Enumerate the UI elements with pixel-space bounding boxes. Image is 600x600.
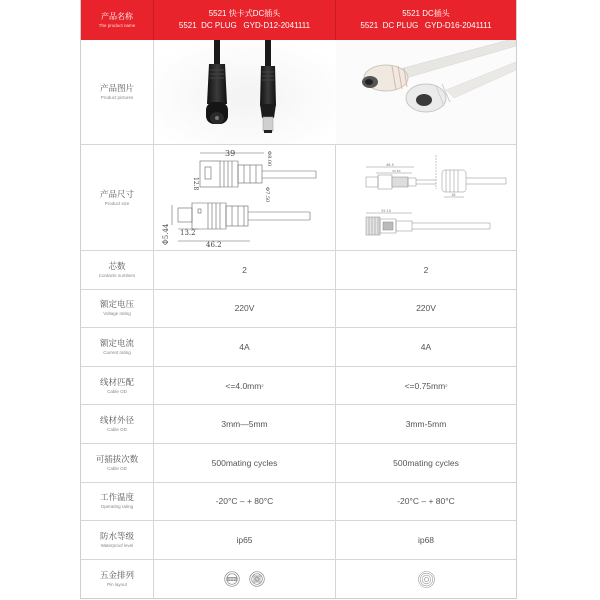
superscript: 2	[261, 383, 264, 389]
spec-value-product-1: ip65	[154, 521, 336, 559]
table-header-row	[81, 0, 516, 40]
spec-label-cell	[81, 251, 154, 289]
product-2-name: 5521 DC插头	[402, 9, 450, 18]
spec-label-cn: 五金排列	[99, 570, 134, 581]
male-pin-layout-icon	[249, 571, 265, 587]
spec-label-cell	[81, 521, 154, 559]
svg-text:39: 39	[224, 149, 235, 158]
spec-value-product-2: 500mating cycles	[393, 457, 459, 468]
pin-layout-product-1	[154, 560, 336, 599]
product-2-model: 5521 DC PLUG GYD-D16-2041111	[360, 21, 492, 30]
product-1-dimension-drawing	[154, 145, 336, 250]
spec-label-cell	[81, 483, 154, 521]
svg-text:Φ7.50: Φ7.50	[263, 187, 270, 203]
product-1-photo	[154, 40, 336, 144]
spec-label-cell	[81, 367, 154, 405]
spec-label-cell	[81, 560, 154, 599]
spec-value-product-2: 4A	[420, 341, 432, 352]
spec-row-waterproof	[81, 521, 516, 560]
dimension-drawing-1-icon	[154, 145, 336, 250]
transparent-dc-plug-photo-icon	[336, 40, 516, 144]
spec-label-en: Contacts numbers	[98, 272, 136, 278]
spec-row-cable-od	[81, 405, 516, 444]
picture-row	[81, 40, 516, 145]
svg-text:48.5: 48.5	[386, 163, 394, 167]
spec-label-cn: 额定电流	[99, 337, 134, 348]
header-label-en: The product name	[98, 23, 136, 28]
picture-label-cell	[81, 40, 154, 144]
svg-text:46.2: 46.2	[205, 241, 222, 249]
spec-value-product-2: 220V	[416, 303, 436, 314]
spec-label-en: Current rating	[103, 349, 131, 355]
header-label-cell	[81, 0, 154, 40]
product-2-dimension-drawing	[336, 145, 516, 250]
spec-label-en: Operating rating	[100, 504, 134, 510]
product-2-name-cell	[336, 0, 516, 40]
spec-value-product-2: ip68	[417, 534, 435, 545]
round-pin-layout-icon	[418, 571, 435, 588]
spec-value-product-1: -20°C – + 80°C	[154, 483, 336, 521]
spec-label-cell	[81, 328, 154, 366]
header-label-cn: 产品名称	[101, 12, 133, 21]
product-1-name-cell	[154, 0, 336, 40]
spec-table	[80, 0, 517, 599]
product-1-name: 5521 快卡式DC插头	[208, 9, 281, 18]
svg-text:Φ5.44: Φ5.44	[161, 223, 170, 245]
pin-layout-product-2	[336, 560, 516, 599]
spec-row-current	[81, 328, 516, 367]
spec-label-cn: 工作温度	[99, 492, 134, 503]
product-1-model: 5521 DC PLUG GYD-D12-2041111	[178, 21, 311, 30]
spec-value-text: <=0.75mm	[404, 380, 446, 391]
size-label-en: Product size	[104, 200, 130, 206]
spec-value-product-2: 3mm-5mm	[405, 419, 447, 430]
picture-label-cn: 产品图片	[99, 83, 134, 93]
spec-label-en: Cable OD	[107, 427, 127, 433]
spec-label-en: Pin layout	[107, 582, 127, 588]
spec-label-en: Cable OD	[107, 465, 127, 471]
spec-row-temperature	[81, 483, 516, 522]
spec-row-mating-cycles	[81, 444, 516, 483]
spec-value-product-2: -20°C – + 80°C	[397, 496, 455, 507]
svg-text:35.10: 35.10	[381, 209, 392, 213]
spec-value-product-2	[336, 367, 516, 405]
spec-row-pin-layout	[81, 560, 516, 599]
spec-value-product-1: 500mating cycles	[154, 444, 336, 482]
spec-label-cn: 额定电压	[99, 299, 134, 310]
spec-value-text: <=4.0mm	[225, 380, 262, 391]
spec-value-product-1	[154, 367, 336, 405]
female-pin-layout-icon	[224, 571, 240, 587]
spec-label-cell	[81, 444, 154, 482]
spec-label-cn: 芯数	[108, 260, 126, 271]
product-2-photo	[336, 40, 516, 144]
spec-row-voltage	[81, 290, 516, 329]
spec-label-cn: 可插拔次数	[95, 453, 139, 464]
spec-label-en: Voltage rating	[103, 311, 131, 317]
svg-text:12.8: 12.8	[191, 177, 199, 191]
superscript: 2	[445, 383, 448, 389]
spec-label-cell	[81, 405, 154, 443]
spec-label-cn: 防水等级	[99, 530, 134, 541]
spec-label-cn: 线材外径	[99, 415, 134, 426]
size-label-cell	[81, 145, 154, 250]
svg-text:13.2: 13.2	[179, 229, 196, 237]
spec-label-en: Waterproof level	[100, 542, 134, 548]
spec-label-cell	[81, 290, 154, 328]
spec-label-cn: 线材匹配	[99, 376, 134, 387]
svg-text:30.63: 30.63	[392, 169, 401, 173]
spec-value-product-2: 2	[423, 264, 429, 275]
size-row	[81, 145, 516, 251]
svg-text:Φ8.00: Φ8.00	[265, 151, 272, 167]
black-dc-plug-photo-icon	[154, 40, 336, 144]
svg-text:18: 18	[451, 193, 456, 197]
spec-value-product-1: 2	[154, 251, 336, 289]
spec-label-en: Cable OD	[107, 388, 127, 394]
picture-label-en: Product pictures	[100, 95, 134, 100]
dimension-drawing-2-icon	[336, 145, 516, 250]
size-label-cn: 产品尺寸	[99, 188, 134, 199]
spec-row-cable-match	[81, 367, 516, 406]
spec-value-product-1: 4A	[154, 328, 336, 366]
spec-value-product-1: 220V	[154, 290, 336, 328]
spec-value-product-1: 3mm—5mm	[154, 405, 336, 443]
spec-row-contacts	[81, 251, 516, 290]
